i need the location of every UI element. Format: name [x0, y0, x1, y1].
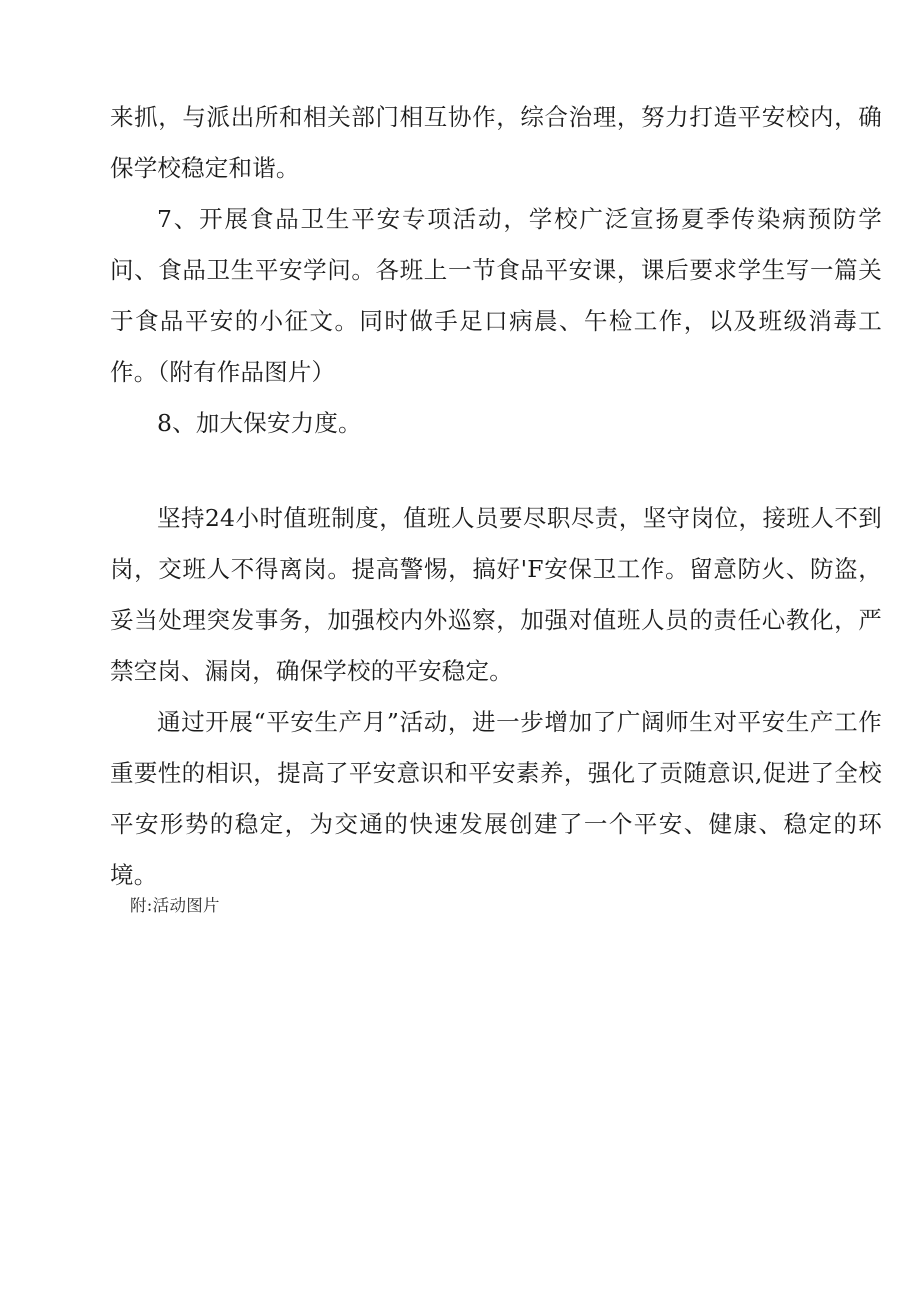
paragraph-item-7: 7、开展食品卫生平安专项活动，学校广泛宣扬夏季传染病预防学问、食品卫生平安学问。各班上一节食品平安课，课后要求学生写一篇关于食品平安的小征文。同时做手足口病晨、午检工作，以及班级消毒工作。（附有作品图片）: [110, 205, 882, 386]
paragraph-continuation: 来抓，与派出所和相关部门相互协作，综合治理，努力打造平安校内，确保学校稳定和谐。: [110, 103, 882, 182]
footer-attachment-note: 附:活动图片: [130, 896, 220, 915]
paragraph-item-8-detail: 坚持24小时值班制度，值班人员要尽职尽责，坚守岗位，接班人不到岗，交班人不得离岗。提高警惕，搞好'F安保卫工作。留意防火、防盗，妥当处理突发事务，加强校内外巡察，加强对值班人员的责任心教化，严禁空岗、漏岗，确保学校的平安稳定。: [110, 504, 882, 685]
document-body: [110, 92, 882, 901]
paragraph-summary: 通过开展“平安生产月”活动，进一步增加了广阔师生对平安生产工作重要性的相识，提高了平安意识和平安素养，强化了贡随意识,促进了全校平安形势的稳定，为交通的快速发展创建了一个平安、健康、稳定的环境。: [110, 708, 882, 889]
paragraph-item-8: 8、加大保安力度。: [157, 409, 362, 437]
